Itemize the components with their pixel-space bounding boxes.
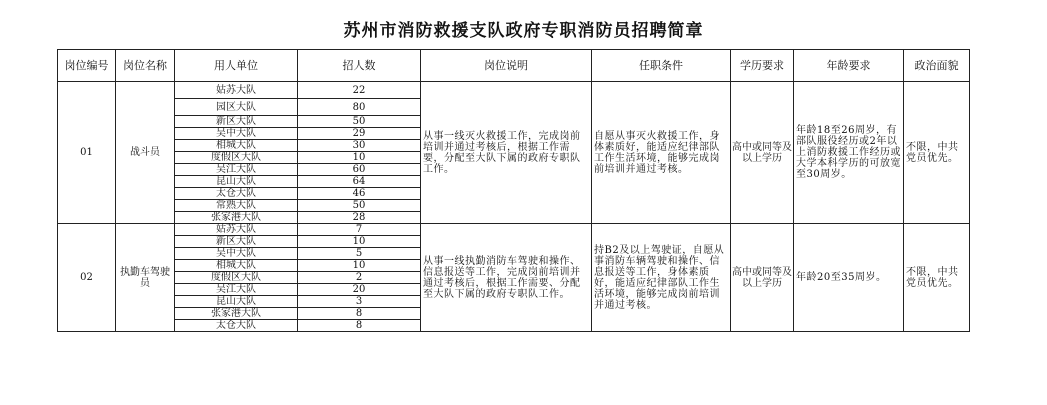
count-cell: 60	[298, 164, 421, 176]
unit-cell: 吴中大队	[175, 248, 298, 260]
position-requirements: 持B2及以上驾驶证，自愿从事消防车辆驾驶和操作、信息报送等工作，身体素质好，能适应纪律部队工作生活环境，能够完成岗前培训并通过考核。	[592, 224, 731, 332]
unit-cell: 姑苏大队	[175, 82, 298, 99]
unit-cell: 太仓大队	[175, 320, 298, 332]
age-requirement: 年龄18至26周岁，有部队服役经历或2年以上消防救援工作经历或大学本科学历的可放宽至30周岁。	[794, 82, 904, 224]
table-row	[58, 82, 970, 99]
position-description: 从事一线灭火救援工作，完成岗前培训并通过考核后，根据工作需要，分配至大队下属的政府专职队工作。	[421, 82, 592, 224]
position-requirements: 自愿从事灭火救援工作，身体素质好，能适应纪律部队工作生活环境，能够完成岗前培训并通过考核。	[592, 82, 731, 224]
header-cell: 政治面貌	[904, 50, 970, 82]
count-cell: 10	[298, 152, 421, 164]
education-requirement: 高中或同等及以上学历	[731, 82, 794, 224]
unit-cell: 常熟大队	[175, 200, 298, 212]
table-row	[58, 224, 970, 236]
count-cell: 7	[298, 224, 421, 236]
unit-cell: 吴江大队	[175, 164, 298, 176]
count-cell: 2	[298, 272, 421, 284]
position-name: 执勤车驾驶员	[116, 224, 175, 332]
count-cell: 50	[298, 116, 421, 128]
position-id: 01	[58, 82, 116, 224]
unit-cell: 吴江大队	[175, 284, 298, 296]
unit-cell: 新区大队	[175, 116, 298, 128]
unit-cell: 姑苏大队	[175, 224, 298, 236]
header-row	[58, 50, 970, 82]
count-cell: 46	[298, 188, 421, 200]
count-cell: 80	[298, 99, 421, 116]
unit-cell: 度假区大队	[175, 152, 298, 164]
education-requirement: 高中或同等及以上学历	[731, 224, 794, 332]
count-cell: 29	[298, 128, 421, 140]
unit-cell: 相城大队	[175, 260, 298, 272]
count-cell: 30	[298, 140, 421, 152]
count-cell: 5	[298, 248, 421, 260]
count-cell: 10	[298, 260, 421, 272]
count-cell: 28	[298, 212, 421, 224]
political-status: 不限，中共党员优先。	[904, 82, 970, 224]
page-title: 苏州市消防救援支队政府专职消防员招聘简章	[343, 21, 704, 41]
header-cell: 年龄要求	[794, 50, 904, 82]
table-body	[58, 82, 970, 332]
header-cell: 招人数	[298, 50, 421, 82]
count-cell: 10	[298, 236, 421, 248]
unit-cell: 昆山大队	[175, 296, 298, 308]
header-cell: 学历要求	[731, 50, 794, 82]
count-cell: 20	[298, 284, 421, 296]
count-cell: 8	[298, 320, 421, 332]
unit-cell: 新区大队	[175, 236, 298, 248]
header-cell: 用人单位	[175, 50, 298, 82]
unit-cell: 张家港大队	[175, 308, 298, 320]
header-cell: 任职条件	[592, 50, 731, 82]
count-cell: 8	[298, 308, 421, 320]
header-cell: 岗位说明	[421, 50, 592, 82]
position-id: 02	[58, 224, 116, 332]
header-cell: 岗位编号	[58, 50, 116, 82]
count-cell: 3	[298, 296, 421, 308]
count-cell: 22	[298, 82, 421, 99]
unit-cell: 相城大队	[175, 140, 298, 152]
unit-cell: 太仓大队	[175, 188, 298, 200]
unit-cell: 张家港大队	[175, 212, 298, 224]
unit-cell: 昆山大队	[175, 176, 298, 188]
political-status: 不限，中共党员优先。	[904, 224, 970, 332]
count-cell: 50	[298, 200, 421, 212]
unit-cell: 园区大队	[175, 99, 298, 116]
unit-cell: 度假区大队	[175, 272, 298, 284]
unit-cell: 吴中大队	[175, 128, 298, 140]
count-cell: 64	[298, 176, 421, 188]
header-cell: 岗位名称	[116, 50, 175, 82]
age-requirement: 年龄20至35周岁。	[794, 224, 904, 332]
recruitment-table	[57, 49, 970, 332]
position-name: 战斗员	[116, 82, 175, 224]
position-description: 从事一线执勤消防车驾驶和操作、信息报送等工作，完成岗前培训并通过考核后，根据工作需要、分配至大队下属的政府专职队工作。	[421, 224, 592, 332]
